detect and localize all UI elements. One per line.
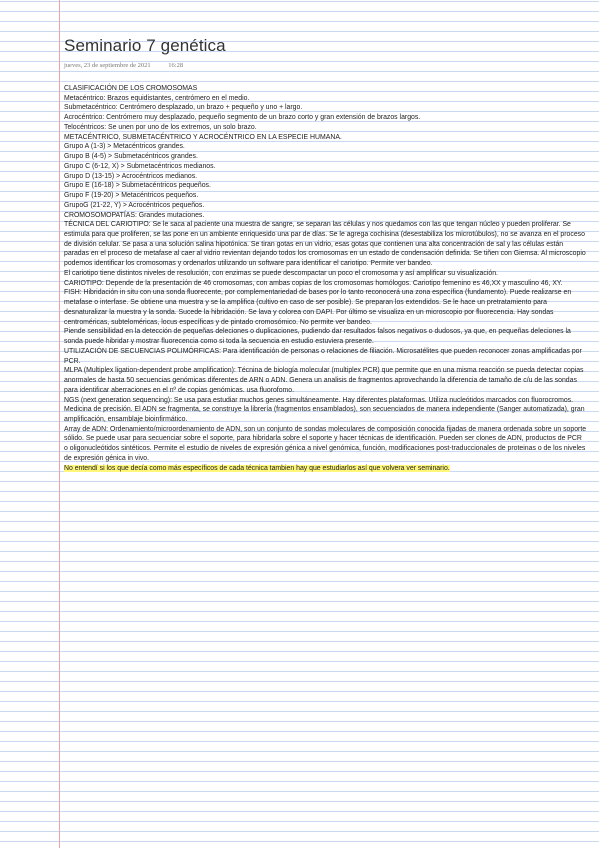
note-paragraph: METACÉNTRICO, SUBMETACÉNTRICO Y ACROCÉNTRICO EN LA ESPECIE HUMANA. [64, 133, 342, 141]
note-paragraph: Piende sensibilidad en la detección de pequeñas deleciones o duplicaciones, pudiendo dar resultados falsos negativos o dudosos, ya que, en pequeñas deleciones la sonda puede hibridar y mostrar fluorecencia como si toda la secuencia en estudio estuviera presente. [64, 328, 571, 346]
note-paragraph: Grupo C (6-12, X) > Submetacéntricos medianos. [64, 162, 216, 170]
page-timestamp [64, 62, 183, 69]
note-paragraph: Array de ADN: Ordenamiento/microordenamiento de ADN, son un conjunto de sondas moleculares de composición conocida fijadas de manera ordenada sobre un soporte sólido. Se puede usar para secuenciar sobre el soporte, para hibridarla sobre el soporte y hacer técnicas de identificación. Pueden ser clones de ADN, productos de PCR o oligonucleótidos sintéticos. Permite el estudio de niveles de expresión génica a nivel genómica, función, modificaciones post-traduccionales de proteinas o de los niveles de expresión génica in vivo. [64, 425, 587, 462]
note-paragraph: MLPA (Multiplex ligation-dependent probe amplification): Técnina de biología molecular (multiplex PCR) que permite que en una misma reacción se pueda detectar copias anormales de hasta 50 secuencias genómicas diferentes de ARN o ADN. Genera un analisis de fragmentos aprovechando la diferencia de tamaño de c/u de las sondas para identificar aberraciones en el nº de copias genómicas. usa fluorofomo. [64, 367, 584, 394]
page-time: 16:28 [168, 62, 184, 69]
note-paragraph: Grupo F (19-20) > Metacéntricos pequeños. [64, 192, 199, 200]
note-paragraph: CARIOTIPO: Depende de la presentación de 46 cromosomas, con ambas copias de los cromosomas homólogos. Cariotipo femenino es 46,XX y masculino 46, XY. [64, 279, 563, 287]
note-paragraph: Metacéntrico: Brazos equidistantes, centrómero en el medio. [64, 94, 250, 102]
note-paragraph: Submetacéntrico: Centrómero desplazado, un brazo + pequeño y uno + largo. [64, 104, 303, 112]
highlighted-note [64, 464, 587, 474]
note-paragraph: Grupo B (4-5) > Submetacéntricos grandes. [64, 153, 198, 161]
note-paragraph: Grupo E (16-18) > Submetacéntricos pequeños. [64, 182, 211, 190]
note-paragraph: Grupo D (13-15) > Acrocéntricos medianos. [64, 172, 198, 180]
note-paragraph: FISH: Hibridación in situ con una sonda fluorecente, por complementariedad de bases por lo tanto reconocerá una zona específica (fundamento). Puede realizarse en metafase o interfase. Se obtiene una muestra y se la amplifica (cultivo en caso de ser posible). Se preparan los extendidos. Se le hace un pretratamiento para desnaturalizar la muestra y la sonda. Sucede la hibridación. Se lava y colorea con DAPI. Por último se visualiza en un microscopio por fluorecencia. Hay sondas centroméricas, subteloméricas, locus específicas y de pintado cromosómico. No permite ver bandeo. [64, 289, 572, 326]
note-paragraph: Acrocéntrico: Centrómero muy desplazado, pequeño segmento de un brazo corto y gran extensión de brazos largos. [64, 114, 421, 122]
note-body[interactable] [64, 84, 587, 473]
page-title: Seminario 7 genética [64, 36, 226, 55]
note-paragraph: UTILIZACIÓN DE SECUENCIAS POLIMÓRFICAS: Para identificación de personas o relaciones de filiación. Microsatélites que pueden reconocer zonas amplificadas por PCR. [64, 347, 582, 365]
page-date: jueves, 23 de septiembre de 2021 [64, 62, 151, 69]
note-paragraph: GrupoG (21-22, Y) > Acrocéntricos pequeños. [64, 201, 205, 209]
note-paragraph: NGS (next generation sequencing): Se usa para estudiar muchos genes simultáneamente. Hay diferentes plataformas. Utiliza nucleótidos marcados con fluorocromos. Medicina de precisión. El ADN se fragmenta, se construye la librería (fragmentos ensamblados), son secuenciados de manera independiente (Sanger automatizada), gran amplificación, ensamblaje bioinfirmático. [64, 396, 585, 423]
margin-line [59, 0, 60, 848]
note-paragraph: CROMOSOMOPATÍAS: Grandes mutaciones. [64, 211, 205, 219]
note-paragraph: Grupo A (1-3) > Metacéntricos grandes. [64, 143, 185, 151]
note-paragraph: Telocéntricos: Se unen por uno de los extremos, un solo brazo. [64, 123, 257, 131]
note-paragraph: TÉCNICA DEL CARIOTIPO: Se le saca al paciente una muestra de sangre, se separan las células y nos quedamos con las que tengan núcleo y pueden proliferar. Se estimula para que proliferen, se las pone en un ambiente enriquesido una par de días. Se le agrega cochisina (desestabiliza los microtúbulos), no se avanza en el proceso de división celular. Se pasa a una solución salina hipotónica. Se tiran gotas en un vidrio, esas gotas que contienen una alta concentración de sal y las células están paradas en el proceso de metafase al caer al vidrio revientan dejando todos los cromosomas en un estado de condensación definida. Se tiñen con Giemsa. Al microscopio podemos identificar los cromosomas y ordenarlos utilizando un software para identificar el cariotipo. Permite ver bandeo. [64, 221, 586, 268]
highlight-text: No entendí si los que decía como más específicos de cada técnica tambien hay que estudiarlos así que volvera ver seminario. [64, 464, 450, 472]
note-paragraph: El cariotipo tiene distintos niveles de resolución, con enzimas se puede descompactar un poco el cromosoma y así amplificar su visualización. [64, 269, 498, 277]
note-paragraph: CLASIFICACIÓN DE LOS CROMOSOMAS [64, 85, 198, 92]
